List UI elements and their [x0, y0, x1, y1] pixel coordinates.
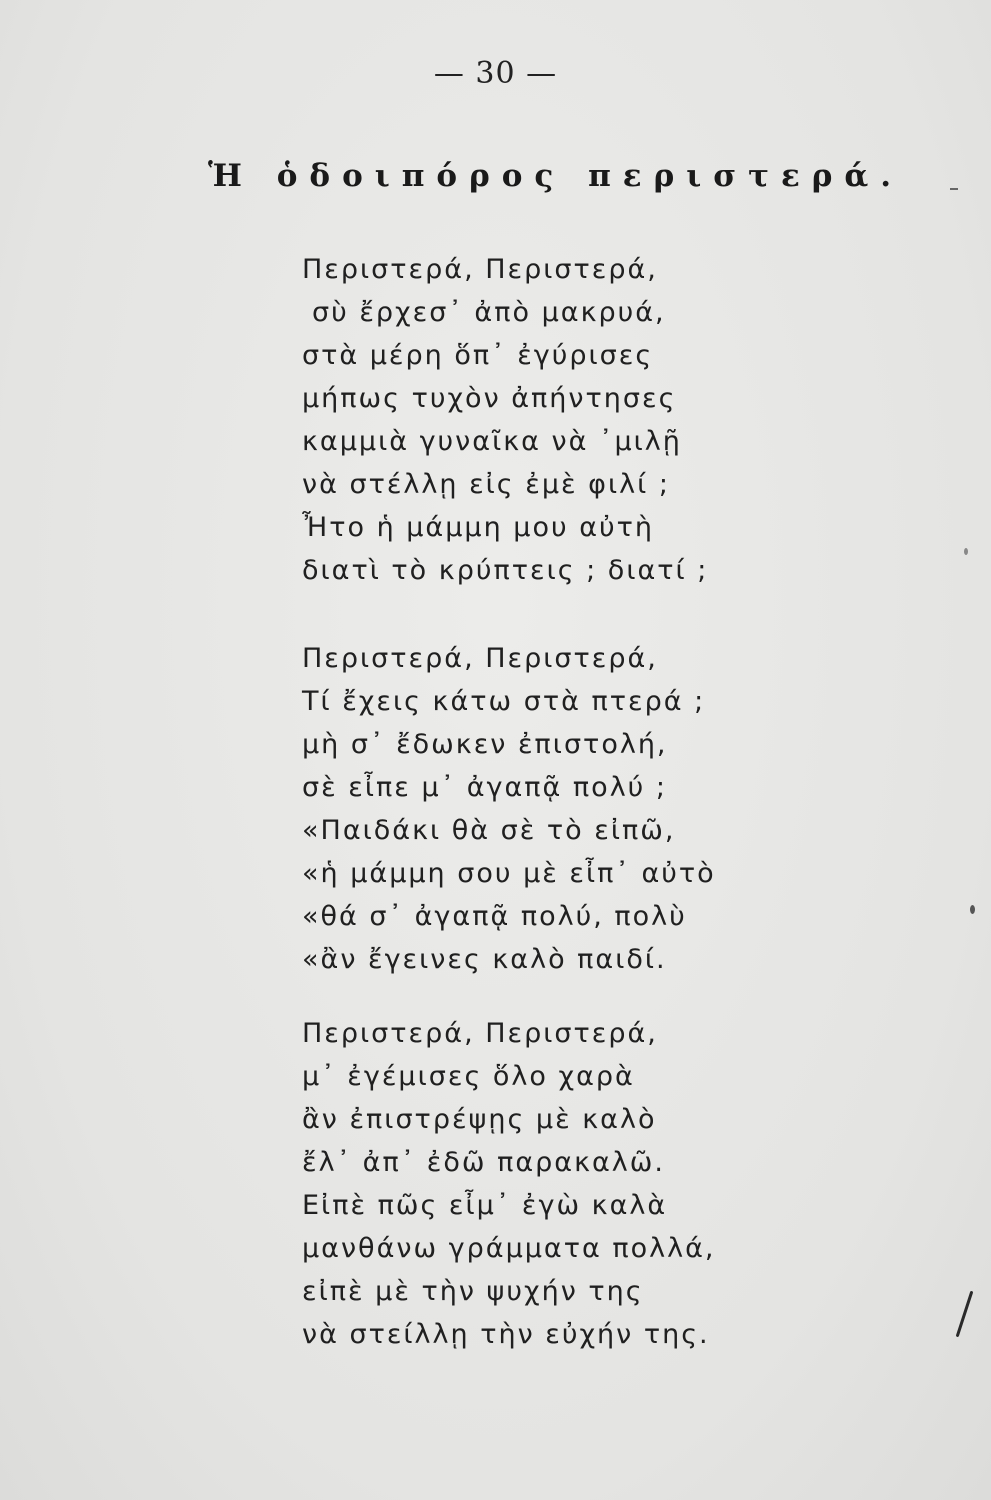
verse-line: Περιστερά, Περιστερά, [302, 643, 658, 674]
verse-line: Τί ἔχεις κάτω στὰ πτερά ; [302, 686, 706, 717]
stanza-3 [302, 1012, 715, 1356]
verse-line: μανθάνω γράμματα πολλά, [302, 1233, 716, 1264]
margin-mark [950, 188, 958, 190]
verse-line: νὰ στέλλῃ εἰς ἐμὲ φιλί ; [302, 469, 670, 500]
stanza-2 [302, 637, 716, 981]
verse-line: Περιστερά, Περιστερά, [302, 1018, 658, 1049]
stanza-1 [302, 248, 708, 592]
verse-line: εἰπὲ μὲ τὴν ψυχήν της [302, 1276, 644, 1307]
verse-line: «ἂν ἔγεινες καλὸ παιδί. [302, 944, 667, 975]
verse-line: μ᾽ ἐγέμισες ὅλο χαρὰ [302, 1061, 635, 1092]
verse-line: μὴ σ᾽ ἔδωκεν ἐπιστολή, [302, 729, 668, 760]
verse-line: Εἰπὲ πῶς εἶμ᾽ ἐγὼ καλὰ [302, 1190, 668, 1221]
verse-line: διατὶ τὸ κρύπτεις ; διατί ; [302, 555, 709, 586]
margin-mark [956, 1291, 974, 1338]
margin-mark [964, 548, 968, 555]
verse-line: ἂν ἐπιστρέψῃς μὲ καλὸ [302, 1104, 657, 1135]
verse-line: Ἦτο ἡ μάμμη μου αὐτὴ [302, 512, 654, 543]
verse-line: σὺ ἔρχεσ᾽ ἀπὸ μακρυά, [312, 297, 666, 328]
verse-line: «Παιδάκι θὰ σὲ τὸ εἰπῶ, [302, 815, 676, 846]
verse-line: «ἡ μάμμη σου μὲ εἶπ᾽ αὐτὸ [302, 858, 716, 889]
verse-line: «θά σ᾽ ἀγαπᾷ πολύ, πολὺ [302, 901, 687, 932]
verse-line: νὰ στείλλῃ τὴν εὐχήν της. [302, 1319, 710, 1350]
poem-title: Ἡ ὁδοιπόρος περιστερά. [208, 158, 904, 194]
verse-line: σὲ εἶπε μ᾽ ἀγαπᾷ πολύ ; [302, 772, 667, 803]
verse-line: Περιστερά, Περιστερά, [302, 254, 658, 285]
margin-mark [970, 905, 975, 914]
verse-line: καμμιὰ γυναῖκα νὰ ᾽μιλῇ [302, 426, 682, 457]
verse-line: στὰ μέρη ὅπ᾽ ἐγύρισες [302, 340, 654, 371]
verse-line: μήπως τυχὸν ἀπήντησες [302, 383, 677, 414]
verse-line: ἔλ᾽ ἀπ᾽ ἐδῶ παρακαλῶ. [302, 1147, 665, 1178]
page-number: — 30 — [433, 56, 558, 91]
